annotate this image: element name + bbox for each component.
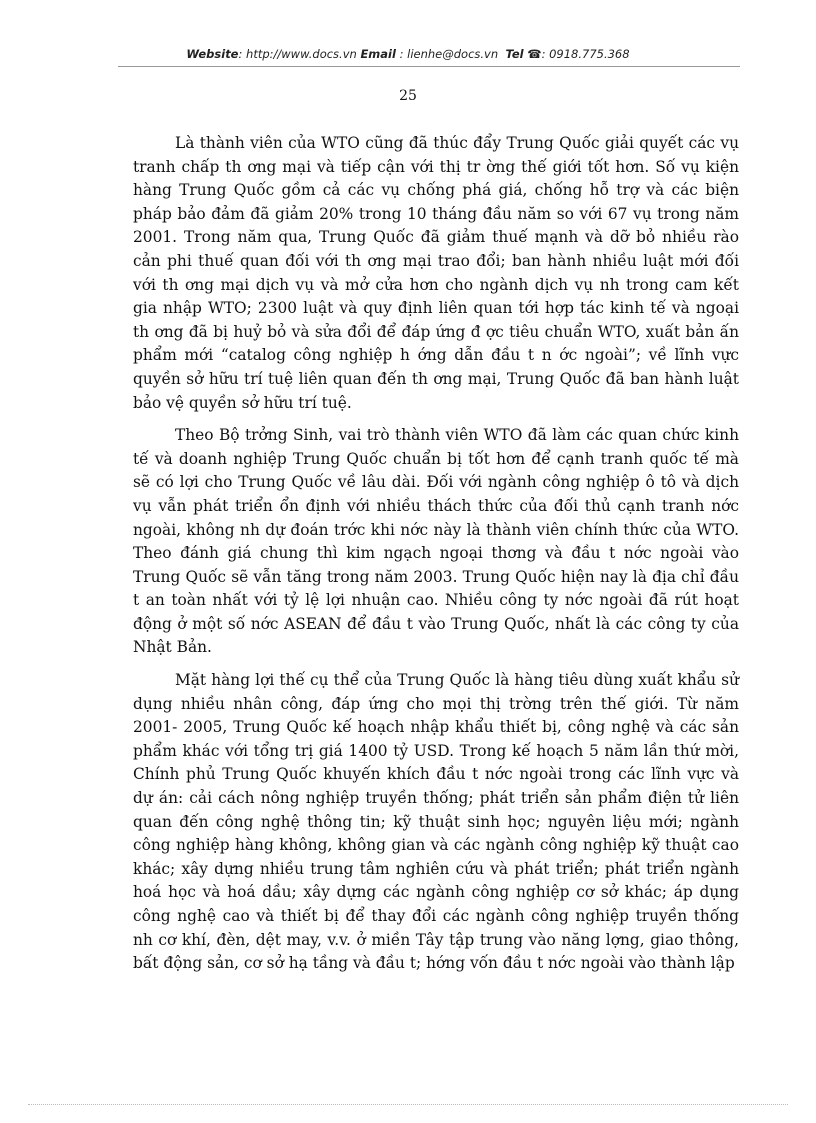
paragraph: Mặt hàng lợi thế cụ thể của Trung Quốc là hàng tiêu dùng xuất khẩu sử dụng nhiều nhân công, đáp ứng cho mọi thị trờng trên thế giới. Từ năm 2001- 2005, Trung Quốc kế hoạch nhập khẩu thiết bị, công nghệ và các sản phẩm khác với tổng trị giá 1400 tỷ USD. Trong kế hoạch 5 năm lần thứ mời, Chính phủ Trung Quốc khuyến khích đầu t nớc ngoài trong các lĩnh vực và dự án: cải cách nông nghiệp truyền thống; phát triển sản phẩm điện tử liên quan đến công nghệ thông tin; kỹ thuật sinh học; nguyên liệu mới; ngành công nghiệp hàng không, không gian và các ngành công nghiệp kỹ thuật cao khác; xây dựng nhiều trung tâm nghiên cứu và phát triển; phát triển ngành hoá học và hoá dầu; xây dựng các ngành công nghiệp cơ sở khác; áp dụng công nghệ cao và thiết bị để thay đổi các ngành công nghiệp truyền thống nh cơ khí, đèn, dệt may, v.v. ở miền Tây tập trung vào năng lợng, giao thông, bất động sản, cơ sở hạ tầng và đầu t; hớng vốn đầu t nớc ngoài vào thành lập: [133, 671, 739, 973]
website-label: Website: [186, 47, 239, 61]
header-divider: [118, 66, 740, 67]
email-address[interactable]: : lienhe@docs.vn: [399, 47, 499, 61]
website-url[interactable]: : http://www.docs.vn: [238, 47, 357, 61]
tel-number: : 0918.775.368: [541, 47, 630, 61]
footer-divider: [28, 1104, 788, 1105]
paragraph: Là thành viên của WTO cũng đã thúc đẩy Trung Quốc giải quyết các vụ tranh chấp th ơng mại và tiếp cận với thị tr ờng thế giới tốt hơn. Số vụ kiện hàng Trung Quốc gồm cả các vụ chống phá giá, chống hỗ trợ và các biện pháp bảo đảm đã giảm 20% trong 10 tháng đầu năm so với 67 vụ trong năm 2001. Trong năm qua, Trung Quốc đã giảm thuế mạnh và dỡ bỏ nhiều rào cản phi thuế quan đối với th ơng mại trao đổi; ban hành nhiều luật mới đối với th ơng mại dịch vụ và mở cửa hơn cho ngành dịch vụ nh trong cam kết gia nhập WTO; 2300 luật và quy định liên quan tới hợp tác kinh tế và ngoại th ơng đã bị huỷ bỏ và sửa đổi để đáp ứng đ ợc tiêu chuẩn WTO, xuất bản ấn phẩm mới “catalog công nghiệp h ớng dẫn đầu t n ớc ngoài”; về lĩnh vực quyền sở hữu trí tuệ liên quan đến th ơng mại, Trung Quốc đã ban hành luật bảo vệ quyền sở hữu trí tuệ.: [133, 134, 739, 412]
tel-label: Tel: [505, 47, 524, 61]
document-body: [133, 132, 739, 985]
phone-icon: ☎: [527, 47, 542, 61]
page-header: [0, 47, 816, 61]
paragraph: Theo Bộ trởng Sinh, vai trò thành viên WTO đã làm các quan chức kinh tế và doanh nghiệp Trung Quốc chuẩn bị tốt hơn để cạnh tranh quốc tế mà sẽ có lợi cho Trung Quốc về lâu dài. Đối với ngành công nghiệp ô tô và dịch vụ vẫn phát triển ổn định với nhiều thách thức của đối thủ cạnh tranh nớc ngoài, không nh dự đoán trớc khi nớc này là thành viên chính thức của WTO. Theo đánh giá chung thì kim ngạch ngoại thơng và đầu t nớc ngoài vào Trung Quốc sẽ vẫn tăng trong năm 2003. Trung Quốc hiện nay là địa chỉ đầu t an toàn nhất với tỷ lệ lợi nhuận cao. Nhiều công ty nớc ngoài đã rút hoạt động ở một số nớc ASEAN để đầu t vào Trung Quốc, nhất là các công ty của Nhật Bản.: [133, 426, 739, 657]
page-number: 25: [399, 88, 417, 104]
email-label: Email: [360, 47, 396, 61]
